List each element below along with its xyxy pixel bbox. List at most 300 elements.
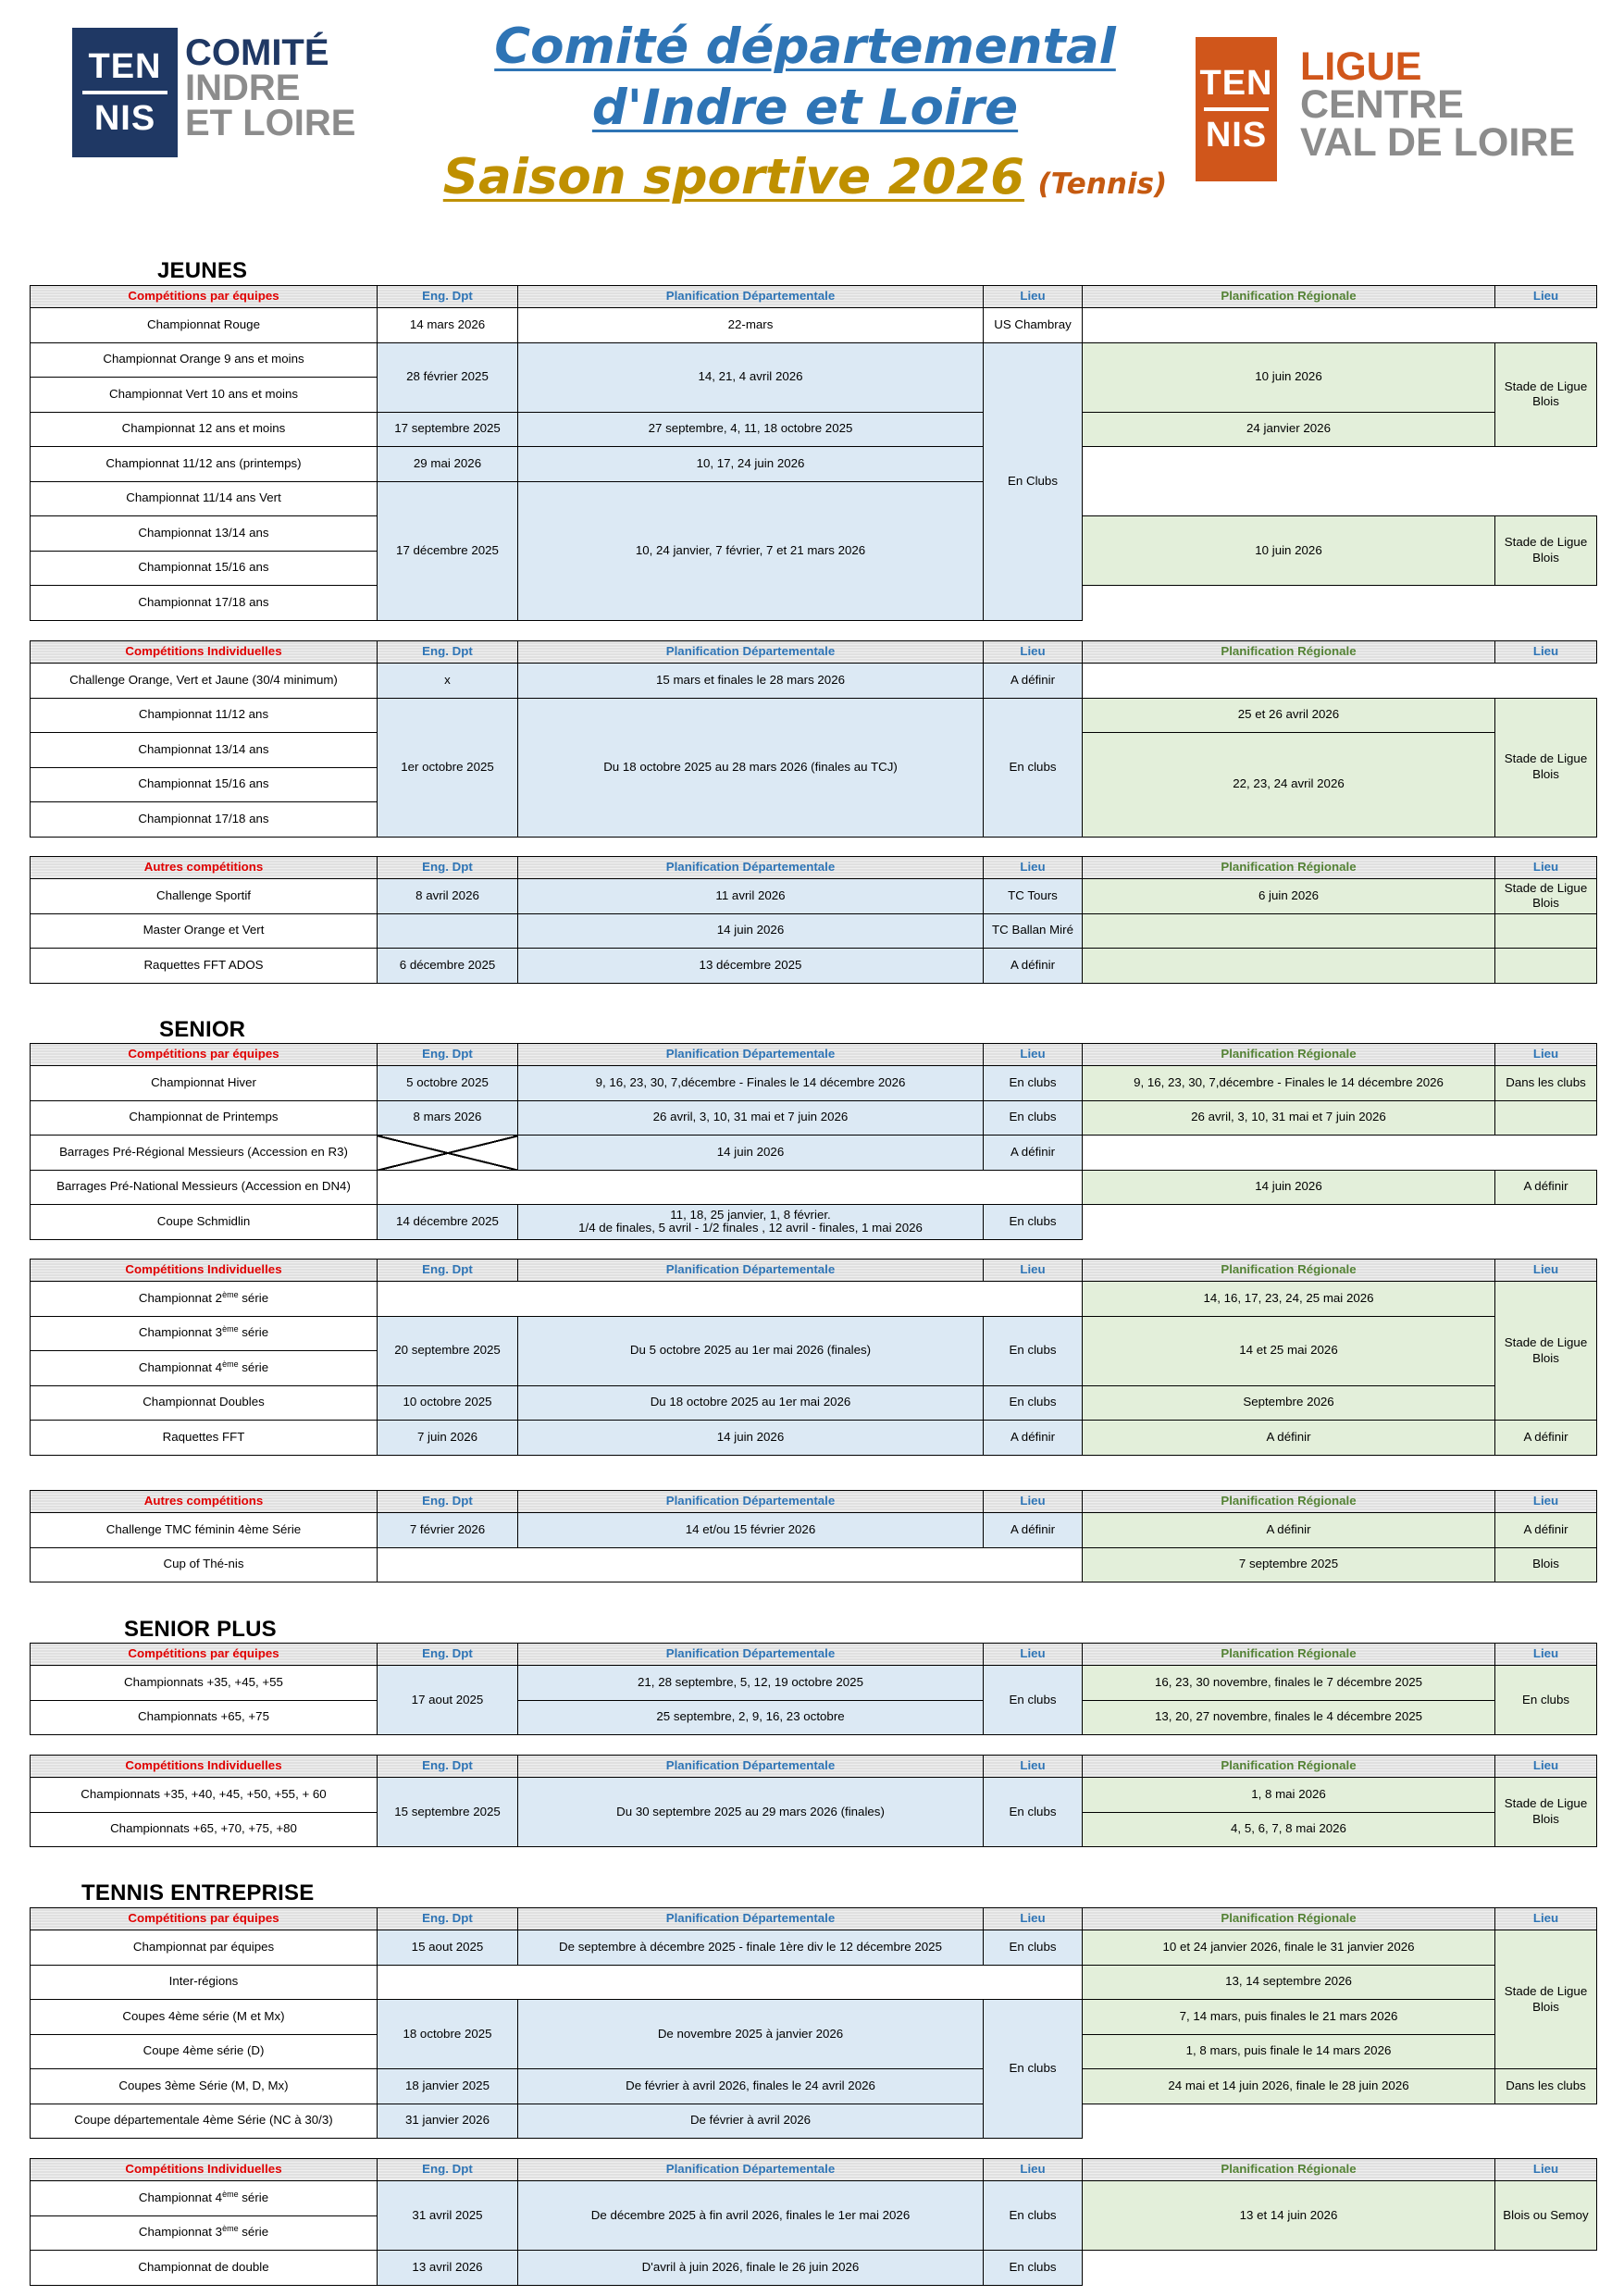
cell-eng: 17 aout 2025 <box>378 1666 518 1735</box>
table-row <box>31 664 1597 699</box>
table-senior-plus-equipes <box>30 1643 1597 1735</box>
cell-lieu: A définir <box>984 664 1083 699</box>
cell-reg: 10 et 24 janvier 2026, finale le 31 janvier 2026 <box>1083 1930 1495 1966</box>
cell-lieu-reg: A définir <box>1495 1421 1597 1456</box>
cell-name: Raquettes FFT <box>31 1421 378 1456</box>
cell-eng: 18 octobre 2025 <box>378 2000 518 2069</box>
header-plan-reg: Planification Régionale <box>1083 1756 1495 1778</box>
cell-name: Championnats +35, +45, +55 <box>31 1666 378 1701</box>
cell-name: Inter-régions <box>31 1965 378 2000</box>
table-senior-equipes <box>30 1043 1597 1240</box>
header-eng: Eng. Dpt <box>378 1044 518 1066</box>
table-row <box>31 698 1597 733</box>
cell-plan: 9, 16, 23, 30, 7,décembre - Finales le 14 décembre 2026 <box>518 1066 984 1101</box>
cell-name: Championnat Rouge <box>31 308 378 343</box>
cell-lieu-reg: Blois ou Semoy <box>1495 2181 1597 2251</box>
cell-lieu-reg <box>1495 1100 1597 1136</box>
table-row <box>31 913 1597 949</box>
header-plan-dpt: Planification Départementale <box>518 1491 984 1513</box>
logo-comite-indre-loire <box>72 28 387 157</box>
header-lieu-reg: Lieu <box>1495 286 1597 308</box>
header-eng: Eng. Dpt <box>378 2159 518 2181</box>
cell-lieu: En clubs <box>984 1666 1083 1735</box>
cell-eng: 15 septembre 2025 <box>378 1778 518 1847</box>
table-row <box>31 1066 1597 1101</box>
cell-plan: 13 décembre 2025 <box>518 949 984 984</box>
table-row <box>31 1170 1597 1205</box>
header-competitions: Compétitions par équipes <box>31 286 378 308</box>
header-eng: Eng. Dpt <box>378 1260 518 1282</box>
cell-reg: 13, 20, 27 novembre, finales le 4 décembre 2025 <box>1083 1700 1495 1735</box>
cell-lieu: En clubs <box>984 1316 1083 1385</box>
cell-plan: De février à avril 2026, finales le 24 avril 2026 <box>518 2069 984 2104</box>
logo-tennis-box: TEN NIS <box>72 28 178 157</box>
header-lieu: Lieu <box>984 1491 1083 1513</box>
cell-name: Coupes 3ème Série (M, D, Mx) <box>31 2069 378 2104</box>
cell-name: Championnat Hiver <box>31 1066 378 1101</box>
cell-name: Championnat 3ème série <box>31 2215 378 2251</box>
header-competitions: Compétitions Individuelles <box>31 2159 378 2181</box>
cell-eng: 7 juin 2026 <box>378 1421 518 1456</box>
cell-lieu: TC Tours <box>984 879 1083 914</box>
season-title-text: Saison sportive 2026 <box>442 148 1025 205</box>
cell-name: Championnats +35, +40, +45, +50, +55, + 60 <box>31 1778 378 1813</box>
table-jeunes-individuelles <box>30 640 1597 838</box>
header-lieu-reg: Lieu <box>1495 857 1597 879</box>
header-plan-reg: Planification Régionale <box>1083 2159 1495 2181</box>
cell-eng: 5 octobre 2025 <box>378 1066 518 1101</box>
header-lieu: Lieu <box>984 857 1083 879</box>
header-lieu: Lieu <box>984 1044 1083 1066</box>
table-row <box>31 447 1597 482</box>
cell-lieu: En clubs <box>984 2181 1083 2251</box>
cell-name: Cup of Thé-nis <box>31 1547 378 1582</box>
table-row <box>31 1666 1597 1701</box>
cell-reg: A définir <box>1083 1513 1495 1548</box>
header-eng: Eng. Dpt <box>378 857 518 879</box>
table-header <box>31 1644 1597 1666</box>
cell-eng: 14 décembre 2025 <box>378 1205 518 1240</box>
title-line-2: d'Indre et Loire <box>591 80 1019 137</box>
table-senior-autres <box>30 1490 1597 1582</box>
cell-empty <box>1083 1136 1597 1171</box>
header-plan-dpt: Planification Départementale <box>518 286 984 308</box>
header-competitions: Autres compétitions <box>31 1491 378 1513</box>
header-plan-dpt: Planification Départementale <box>518 2159 984 2181</box>
cell-plan: De février à avril 2026 <box>518 2104 984 2139</box>
document-title <box>407 17 1203 205</box>
header-plan-dpt: Planification Départementale <box>518 1260 984 1282</box>
cell-eng: 8 avril 2026 <box>378 879 518 914</box>
cell-name: Championnat 3ème série <box>31 1316 378 1351</box>
cell-name: Championnat 4ème série <box>31 1351 378 1386</box>
cell-name: Championnat de double <box>31 2251 378 2286</box>
cell-reg: 16, 23, 30 novembre, finales le 7 décembre 2025 <box>1083 1666 1495 1701</box>
cell-name: Championnat 2ème série <box>31 1282 378 1317</box>
table-row <box>31 1100 1597 1136</box>
table-jeunes-autres <box>30 856 1597 984</box>
header-lieu-reg: Lieu <box>1495 1044 1597 1066</box>
table-header <box>31 1491 1597 1513</box>
cell-eng: 7 février 2026 <box>378 1513 518 1548</box>
table-row <box>31 949 1597 984</box>
cell-lieu: A définir <box>984 1513 1083 1548</box>
cell-name: Coupe 4ème série (D) <box>31 2034 378 2069</box>
cell-empty-dpt <box>378 1965 1083 2000</box>
cell-plan: De décembre 2025 à fin avril 2026, finales le 1er mai 2026 <box>518 2181 984 2251</box>
table-row <box>31 1547 1597 1582</box>
cell-name: Championnat Doubles <box>31 1385 378 1421</box>
cell-eng: 13 avril 2026 <box>378 2251 518 2286</box>
cell-reg: A définir <box>1083 1421 1495 1456</box>
cell-name: Championnats +65, +70, +75, +80 <box>31 1812 378 1847</box>
cell-eng: 29 mai 2026 <box>378 447 518 482</box>
cell-reg: 22, 23, 24 avril 2026 <box>1083 733 1495 838</box>
cell-lieu-reg: Dans les clubs <box>1495 1066 1597 1101</box>
cell-plan-line: 11, 18, 25 janvier, 1, 8 février. <box>670 1207 831 1222</box>
table-row <box>31 1282 1597 1317</box>
cell-reg: 13, 14 septembre 2026 <box>1083 1965 1495 2000</box>
cell-lieu: En clubs <box>984 1778 1083 1847</box>
cell-name: Championnat 11/12 ans <box>31 698 378 733</box>
cell-lieu: En clubs <box>984 2251 1083 2286</box>
cell-name: Barrages Pré-Régional Messieurs (Accession en R3) <box>31 1136 378 1171</box>
cell-eng: 31 janvier 2026 <box>378 2104 518 2139</box>
cell-plan: 14 juin 2026 <box>518 913 984 949</box>
cell-name: Challenge Orange, Vert et Jaune (30/4 minimum) <box>31 664 378 699</box>
cell-plan: 22-mars <box>518 308 984 343</box>
cell-lieu: A définir <box>984 1421 1083 1456</box>
table-row <box>31 879 1597 914</box>
cell-plan: 15 mars et finales le 28 mars 2026 <box>518 664 984 699</box>
table-row <box>31 308 1597 343</box>
table-senior-plus-individuelles <box>30 1755 1597 1847</box>
cell-name: Championnat 17/18 ans <box>31 802 378 838</box>
cell-reg: 24 janvier 2026 <box>1083 412 1495 447</box>
header-plan-reg: Planification Régionale <box>1083 857 1495 879</box>
cell-empty <box>1083 664 1597 699</box>
header-plan-reg: Planification Régionale <box>1083 1260 1495 1282</box>
header-competitions: Compétitions Individuelles <box>31 1260 378 1282</box>
cell-name: Championnat 12 ans et moins <box>31 412 378 447</box>
cell-lieu-reg: Stade de Ligue Blois <box>1495 1930 1597 2069</box>
section-title-senior: SENIOR <box>159 1017 246 1042</box>
cell-eng: 14 mars 2026 <box>378 308 518 343</box>
cell-lieu: A définir <box>984 1136 1083 1171</box>
table-row <box>31 1930 1597 1966</box>
section-title-tennis-entreprise: TENNIS ENTREPRISE <box>81 1880 315 1905</box>
table-row <box>31 1385 1597 1421</box>
cell-eng: 17 décembre 2025 <box>378 481 518 620</box>
cell-name: Championnat de Printemps <box>31 1100 378 1136</box>
header-plan-dpt: Planification Départementale <box>518 857 984 879</box>
table-header <box>31 1908 1597 1930</box>
header-lieu-reg: Lieu <box>1495 641 1597 664</box>
header-lieu-reg: Lieu <box>1495 1491 1597 1513</box>
cell-lieu: En Clubs <box>984 342 1083 620</box>
cell-reg: 7 septembre 2025 <box>1083 1547 1495 1582</box>
header-eng: Eng. Dpt <box>378 286 518 308</box>
cell-empty <box>1083 1205 1597 1240</box>
header-plan-dpt: Planification Départementale <box>518 641 984 664</box>
header-plan-dpt: Planification Départementale <box>518 1756 984 1778</box>
cell-plan: D'avril à juin 2026, finale le 26 juin 2026 <box>518 2251 984 2286</box>
table-jeunes-equipes <box>30 285 1597 621</box>
cell-lieu-reg: Stade de Ligue Blois <box>1495 342 1597 447</box>
cell-eng: 17 septembre 2025 <box>378 412 518 447</box>
cell-plan: Du 30 septembre 2025 au 29 mars 2026 (finales) <box>518 1778 984 1847</box>
cell-reg: 9, 16, 23, 30, 7,décembre - Finales le 14 décembre 2026 <box>1083 1066 1495 1101</box>
cell-name: Championnat 13/14 ans <box>31 516 378 552</box>
cell-name: Championnat 11/12 ans (printemps) <box>31 447 378 482</box>
cell-lieu: En clubs <box>984 1066 1083 1101</box>
cell-plan: 10, 17, 24 juin 2026 <box>518 447 984 482</box>
cell-plan: 14 et/ou 15 février 2026 <box>518 1513 984 1548</box>
cell-name: Coupe Schmidlin <box>31 1205 378 1240</box>
cell-eng: 15 aout 2025 <box>378 1930 518 1966</box>
cell-lieu-reg: En clubs <box>1495 1666 1597 1735</box>
cell-plan: De septembre à décembre 2025 - finale 1ère div le 12 décembre 2025 <box>518 1930 984 1966</box>
table-row <box>31 2000 1597 2035</box>
cell-plan: 10, 24 janvier, 7 février, 7 et 21 mars 2026 <box>518 481 984 620</box>
cell-name: Coupes 4ème série (M et Mx) <box>31 2000 378 2035</box>
cell-reg: 7, 14 mars, puis finales le 21 mars 2026 <box>1083 2000 1495 2035</box>
cell-plan: 14 juin 2026 <box>518 1421 984 1456</box>
table-row <box>31 1205 1597 1240</box>
header-eng: Eng. Dpt <box>378 1756 518 1778</box>
header-competitions: Compétitions par équipes <box>31 1044 378 1066</box>
cell-plan: 25 septembre, 2, 9, 16, 23 octobre <box>518 1700 984 1735</box>
logo-text: COMITÉ INDRE ET LOIRE <box>185 32 356 143</box>
cell-plan: Du 18 octobre 2025 au 28 mars 2026 (finales au TCJ) <box>518 698 984 837</box>
table-row <box>31 1778 1597 1813</box>
header-lieu-reg: Lieu <box>1495 2159 1597 2181</box>
cell-empty <box>1083 447 1597 516</box>
cell-plan: Du 5 octobre 2025 au 1er mai 2026 (finales) <box>518 1316 984 1385</box>
cell-name: Championnat 4ème série <box>31 2181 378 2216</box>
header-lieu-reg: Lieu <box>1495 1756 1597 1778</box>
cell-eng: x <box>378 664 518 699</box>
cell-name: Championnat 13/14 ans <box>31 733 378 768</box>
cell-reg: 14, 16, 17, 23, 24, 25 mai 2026 <box>1083 1282 1495 1317</box>
cell-empty <box>1083 586 1597 621</box>
cell-reg: 14 et 25 mai 2026 <box>1083 1316 1495 1385</box>
cell-reg: 1, 8 mai 2026 <box>1083 1778 1495 1813</box>
cell-lieu-reg: Stade de Ligue Blois <box>1495 1282 1597 1421</box>
cell-name: Championnat 11/14 ans Vert <box>31 481 378 516</box>
header-lieu: Lieu <box>984 286 1083 308</box>
header-eng: Eng. Dpt <box>378 1908 518 1930</box>
table-senior-individuelles <box>30 1259 1597 1456</box>
season-title-suffix: (Tennis) <box>1037 167 1168 201</box>
table-row <box>31 1421 1597 1456</box>
cell-plan: 11 avril 2026 <box>518 879 984 914</box>
title-line-1: Comité départemental <box>494 19 1116 75</box>
cell-lieu-reg: Stade de Ligue Blois <box>1495 698 1597 837</box>
cell-reg: 26 avril, 3, 10, 31 mai et 7 juin 2026 <box>1083 1100 1495 1136</box>
cell-lieu-reg: A définir <box>1495 1170 1597 1205</box>
cell-lieu: En clubs <box>984 2000 1083 2139</box>
header-plan-reg: Planification Régionale <box>1083 1044 1495 1066</box>
header-lieu: Lieu <box>984 2159 1083 2181</box>
season-title <box>407 149 1203 205</box>
table-row <box>31 2104 1597 2139</box>
header-competitions: Compétitions par équipes <box>31 1644 378 1666</box>
cell-eng <box>378 913 518 949</box>
table-row <box>31 1700 1597 1735</box>
table-row <box>31 2251 1597 2286</box>
header-plan-dpt: Planification Départementale <box>518 1908 984 1930</box>
cell-name: Championnat 15/16 ans <box>31 767 378 802</box>
table-row <box>31 1136 1597 1171</box>
table-row <box>31 1965 1597 2000</box>
cell-lieu-reg: A définir <box>1495 1513 1597 1548</box>
table-header <box>31 2159 1597 2181</box>
cell-lieu: En clubs <box>984 1930 1083 1966</box>
cell-name: Barrages Pré-National Messieurs (Accession en DN4) <box>31 1170 378 1205</box>
cell-lieu: En clubs <box>984 1205 1083 1240</box>
cell-reg: 14 juin 2026 <box>1083 1170 1495 1205</box>
header-competitions: Compétitions par équipes <box>31 1908 378 1930</box>
header-eng: Eng. Dpt <box>378 641 518 664</box>
cell-name: Championnats +65, +75 <box>31 1700 378 1735</box>
cell-eng: 8 mars 2026 <box>378 1100 518 1136</box>
cell-eng-crossed <box>378 1136 518 1171</box>
section-title-senior-plus: SENIOR PLUS <box>124 1617 277 1642</box>
table-row <box>31 2181 1597 2216</box>
cell-plan: 14 juin 2026 <box>518 1136 984 1171</box>
cell-name: Championnat 15/16 ans <box>31 551 378 586</box>
cell-plan: 14, 21, 4 avril 2026 <box>518 342 984 412</box>
table-row <box>31 2069 1597 2104</box>
cell-eng: 6 décembre 2025 <box>378 949 518 984</box>
header-lieu: Lieu <box>984 1756 1083 1778</box>
header-plan-reg: Planification Régionale <box>1083 1644 1495 1666</box>
cell-plan: Du 18 octobre 2025 au 1er mai 2026 <box>518 1385 984 1421</box>
cell-lieu-reg: Blois <box>1495 1547 1597 1582</box>
cell-lieu-reg: Dans les clubs <box>1495 2069 1597 2104</box>
section-title-jeunes: JEUNES <box>157 258 248 283</box>
table-header <box>31 641 1597 664</box>
header-lieu: Lieu <box>984 1260 1083 1282</box>
cell-lieu: US Chambray <box>984 308 1083 343</box>
cell-plan: 26 avril, 3, 10, 31 mai et 7 juin 2026 <box>518 1100 984 1136</box>
header-eng: Eng. Dpt <box>378 1491 518 1513</box>
cell-name: Challenge Sportif <box>31 879 378 914</box>
header-competitions: Compétitions Individuelles <box>31 641 378 664</box>
header-eng: Eng. Dpt <box>378 1644 518 1666</box>
cell-name: Championnat Orange 9 ans et moins <box>31 342 378 378</box>
table-header <box>31 857 1597 879</box>
cell-name: Championnat Vert 10 ans et moins <box>31 378 378 413</box>
header-lieu: Lieu <box>984 641 1083 664</box>
table-entreprise-individuelles <box>30 2158 1597 2286</box>
cell-reg: 10 juin 2026 <box>1083 516 1495 586</box>
header-competitions: Compétitions Individuelles <box>31 1756 378 1778</box>
table-row <box>31 1513 1597 1548</box>
cell-name: Challenge TMC féminin 4ème Série <box>31 1513 378 1548</box>
logo-tennis-box: TEN NIS <box>1196 37 1277 181</box>
header-lieu: Lieu <box>984 1908 1083 1930</box>
cell-lieu: En clubs <box>984 698 1083 837</box>
cell-name: Championnat par équipes <box>31 1930 378 1966</box>
cell-lieu: TC Ballan Miré <box>984 913 1083 949</box>
header-lieu-reg: Lieu <box>1495 1260 1597 1282</box>
cell-lieu-reg: Stade de Ligue Blois <box>1495 879 1597 914</box>
cell-lieu-reg <box>1495 913 1597 949</box>
table-row <box>31 412 1597 447</box>
cell-eng: 1er octobre 2025 <box>378 698 518 837</box>
header-plan-reg: Planification Régionale <box>1083 286 1495 308</box>
table-row <box>31 1316 1597 1351</box>
cell-eng: 31 avril 2025 <box>378 2181 518 2251</box>
cell-reg: 4, 5, 6, 7, 8 mai 2026 <box>1083 1812 1495 1847</box>
header-lieu-reg: Lieu <box>1495 1644 1597 1666</box>
cell-lieu-reg <box>1495 949 1597 984</box>
table-entreprise-equipes <box>30 1907 1597 2139</box>
header-plan-reg: Planification Régionale <box>1083 1908 1495 1930</box>
cell-plan-line: 1/4 de finales, 5 avril - 1/2 finales , 12 avril - finales, 1 mai 2026 <box>578 1221 923 1235</box>
cell-lieu-reg: Stade de Ligue Blois <box>1495 516 1597 586</box>
cell-reg: 6 juin 2026 <box>1083 879 1495 914</box>
cell-empty-dpt <box>378 1282 1083 1317</box>
cell-name: Master Orange et Vert <box>31 913 378 949</box>
cell-plan <box>518 1205 984 1240</box>
cell-reg <box>1083 949 1495 984</box>
header-plan-dpt: Planification Départementale <box>518 1644 984 1666</box>
cell-empty-dpt <box>378 1170 1083 1205</box>
table-header <box>31 1260 1597 1282</box>
logo-ligue-centre-val-de-loire <box>1196 37 1593 185</box>
cell-eng: 10 octobre 2025 <box>378 1385 518 1421</box>
cell-lieu: En clubs <box>984 1100 1083 1136</box>
cell-reg: Septembre 2026 <box>1083 1385 1495 1421</box>
header-lieu-reg: Lieu <box>1495 1908 1597 1930</box>
logo-text: LIGUE CENTRE VAL DE LOIRE <box>1300 44 1576 165</box>
table-header <box>31 286 1597 308</box>
cell-reg: 10 juin 2026 <box>1083 342 1495 412</box>
cell-eng: 28 février 2025 <box>378 342 518 412</box>
cell-name: Raquettes FFT ADOS <box>31 949 378 984</box>
header-plan-reg: Planification Régionale <box>1083 641 1495 664</box>
cell-empty <box>1083 2251 1597 2286</box>
header-lieu: Lieu <box>984 1644 1083 1666</box>
header-plan-reg: Planification Régionale <box>1083 1491 1495 1513</box>
cell-reg: 1, 8 mars, puis finale le 14 mars 2026 <box>1083 2034 1495 2069</box>
cell-plan: 27 septembre, 4, 11, 18 octobre 2025 <box>518 412 984 447</box>
cell-eng: 18 janvier 2025 <box>378 2069 518 2104</box>
cell-name: Championnat 17/18 ans <box>31 586 378 621</box>
table-row <box>31 342 1597 378</box>
cell-reg: 24 mai et 14 juin 2026, finale le 28 juin 2026 <box>1083 2069 1495 2104</box>
cell-reg: 25 et 26 avril 2026 <box>1083 698 1495 733</box>
table-header <box>31 1044 1597 1066</box>
cell-lieu: En clubs <box>984 1385 1083 1421</box>
cell-lieu-reg: Stade de Ligue Blois <box>1495 1778 1597 1847</box>
cell-empty <box>1083 308 1597 343</box>
table-header <box>31 1756 1597 1778</box>
header-competitions: Autres compétitions <box>31 857 378 879</box>
cell-plan: De novembre 2025 à janvier 2026 <box>518 2000 984 2069</box>
cell-name: Coupe départementale 4ème Série (NC à 30/3) <box>31 2104 378 2139</box>
cell-reg <box>1083 913 1495 949</box>
cell-empty-dpt <box>378 1547 1083 1582</box>
cell-eng: 20 septembre 2025 <box>378 1316 518 1385</box>
cell-plan: 21, 28 septembre, 5, 12, 19 octobre 2025 <box>518 1666 984 1701</box>
cell-lieu: A définir <box>984 949 1083 984</box>
header-plan-dpt: Planification Départementale <box>518 1044 984 1066</box>
cell-reg: 13 et 14 juin 2026 <box>1083 2181 1495 2251</box>
